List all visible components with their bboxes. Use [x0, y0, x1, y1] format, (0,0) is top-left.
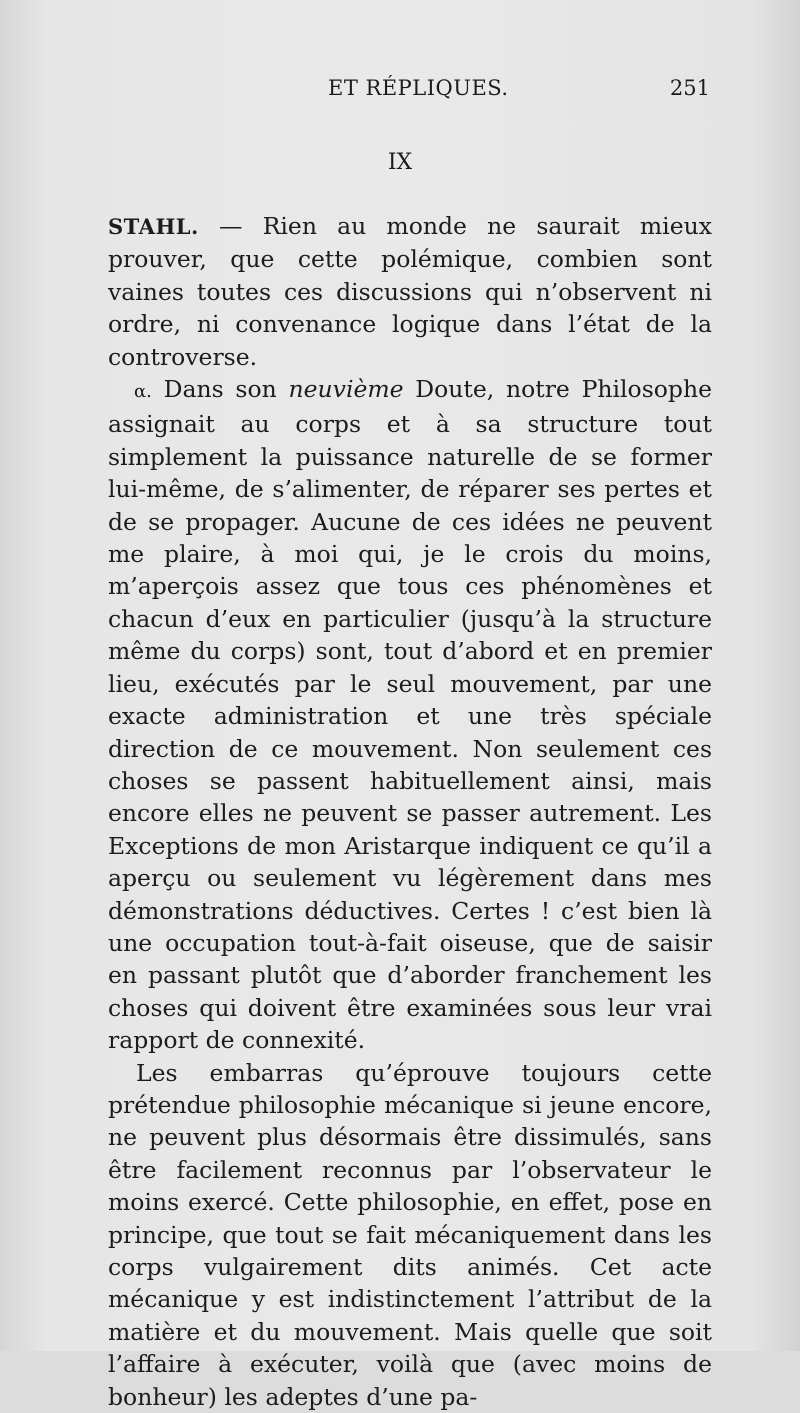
speaker-name: STAHL.: [108, 214, 199, 239]
speaker-dash: —: [198, 212, 263, 240]
paragraph-text: Les embarras qu’éprouve toujours cette prétendue philosophie mécanique si jeune encore, ne peuvent plus désormais être dissimulés, sans être facilement reconnus par l’observateur le moins exercé. Cette philosophie, en effet, pose en principe, que tout se fait mécaniquement dans les corps vulgairement dits animés. Cet acte mécanique y est indistinctement l’attribut de la matière et du mouvement. Mais quelle que soit l’affaire à exécuter, voilà que (avec moins de bonheur) les adeptes d’une pa-: [108, 1058, 712, 1411]
body-text: [108, 210, 712, 1413]
section-heading: IX: [387, 150, 413, 175]
paragraph-alpha: [108, 373, 712, 1057]
paragraph-lead: Dans son: [151, 375, 289, 404]
page-number: 251: [669, 76, 710, 100]
running-title: ET RÉPLIQUES.: [328, 76, 509, 100]
alpha-marker: α.: [134, 381, 152, 403]
paragraph-stahl: [108, 210, 712, 373]
page-header: [110, 76, 710, 106]
paragraph-text: Doute, notre Philosophe assignait au corps et à sa structure tout simplement la puissance naturelle de se former lui-même, de s’alimenter, de réparer ses pertes et de se propager. Aucune de ces idées ne peuvent me plaire, à moi qui, je le crois du moins, m’aperçois assez que tous ces phénomènes et chacun d’eux en particulier (jusqu’à la structure même du corps) sont, tout d’abord et en premier lieu, exécutés par le seul mouvement, par une exacte administration et une très spéciale direction de ce mouvement. Non seulement ces choses se passent habituellement ainsi, mais encore elles ne peuvent se passer autrement. Les Exceptions de mon Aristarque indiquent ce qu’il a aperçu ou seulement vu légèrement dans mes démonstrations déductives. Certes ! c’est bien là une occupation tout-à-fait oiseuse, que de saisir en passant plutôt que d’aborder franchement les choses qui doivent être examinées sous leur vrai rapport de connexité.: [108, 375, 712, 1055]
paragraph-embarras: [108, 1057, 712, 1413]
paragraph-text: Rien au monde ne saurait mieux prouver, que cette polémique, combien sont vaines toutes ces discussions qui n’observent ni ordre, ni convenance logique dans l’état de la controverse.: [108, 212, 712, 371]
emphasis-text: neuvième: [288, 375, 404, 404]
